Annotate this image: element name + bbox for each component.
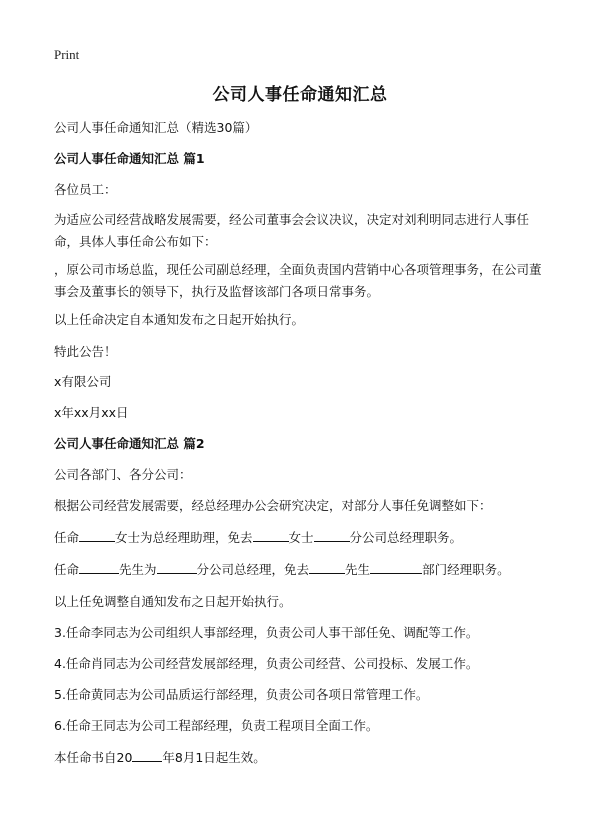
blank-field: [157, 559, 197, 574]
section1-intro: 为适应公司经营战略发展需要，经公司董事会会议决议，决定对刘利明同志进行人事任命，具体人事任命公布如下：: [54, 212, 530, 249]
appointment-line-1-part-c: 女士: [288, 530, 314, 545]
section1-greeting: 各位员工：: [54, 182, 117, 197]
blank-field: [314, 527, 350, 542]
section2-effective: 以上任免调整自通知发布之日起开始执行。: [54, 594, 292, 609]
section1-notice: 特此公告！: [54, 344, 117, 359]
appointment-line-2-part-e: 部门经理职务。: [422, 562, 510, 577]
appointment-item-6: 6.任命王同志为公司工程部经理，负责工程项目全面工作。: [54, 718, 379, 733]
effective-date-line: [54, 747, 554, 769]
blank-field: [253, 527, 289, 542]
appointment-line-1-part-d: 分公司总经理职务。: [349, 530, 463, 545]
effective-date-part-b: 年8月1日起生效。: [162, 750, 266, 765]
blank-field: [309, 559, 345, 574]
blank-field: [79, 527, 115, 542]
section2-greeting: 公司各部门、各分公司：: [54, 467, 192, 482]
appointment-line-1-part-a: 任命: [54, 530, 80, 545]
appointment-line-1-part-b: 女士为总经理助理，免去: [115, 530, 253, 545]
subtitle: 公司人事任命通知汇总（精选30篇）: [54, 120, 258, 135]
appointment-line-1: [54, 527, 554, 549]
appointment-item-3: 3.任命李同志为公司组织人事部经理，负责公司人事干部任免、调配等工作。: [54, 625, 479, 640]
section2-heading: 公司人事任命通知汇总 篇2: [54, 436, 205, 451]
blank-field: [79, 559, 119, 574]
section1-body: ，原公司市场总监，现任公司副总经理，全面负责国内营销中心各项管理事务，在公司董事会及董事长的领导下，执行及监督该部门各项日常事务。: [54, 262, 542, 299]
section2-intro: 根据公司经营发展需要，经总经理办公会研究决定，对部分人事任免调整如下：: [54, 498, 492, 513]
appointment-item-5: 5.任命黄同志为公司品质运行部经理，负责公司各项日常管理工作。: [54, 687, 429, 702]
section1-heading: 公司人事任命通知汇总 篇1: [54, 151, 205, 166]
appointment-line-2-part-b: 先生为: [119, 562, 157, 577]
page-title: 公司人事任命通知汇总: [212, 85, 388, 105]
section1-effective: 以上任命决定自本通知发布之日起开始执行。: [54, 312, 305, 327]
appointment-line-2-part-a: 任命: [54, 562, 80, 577]
appointment-item-4: 4.任命肖同志为公司经营发展部经理，负责公司经营、公司投标、发展工作。: [54, 656, 479, 671]
appointment-line-2-part-d: 先生: [345, 562, 371, 577]
blank-field: [370, 559, 422, 574]
section1-date: x年xx月xx日: [54, 405, 129, 420]
effective-date-part-a: 本任命书自20: [54, 750, 133, 765]
appointment-line-2: [54, 559, 554, 581]
blank-field: [132, 747, 162, 762]
appointment-line-2-part-c: 分公司总经理，免去: [196, 562, 310, 577]
section1-company: x有限公司: [54, 374, 112, 389]
print-label: Print: [54, 47, 80, 62]
